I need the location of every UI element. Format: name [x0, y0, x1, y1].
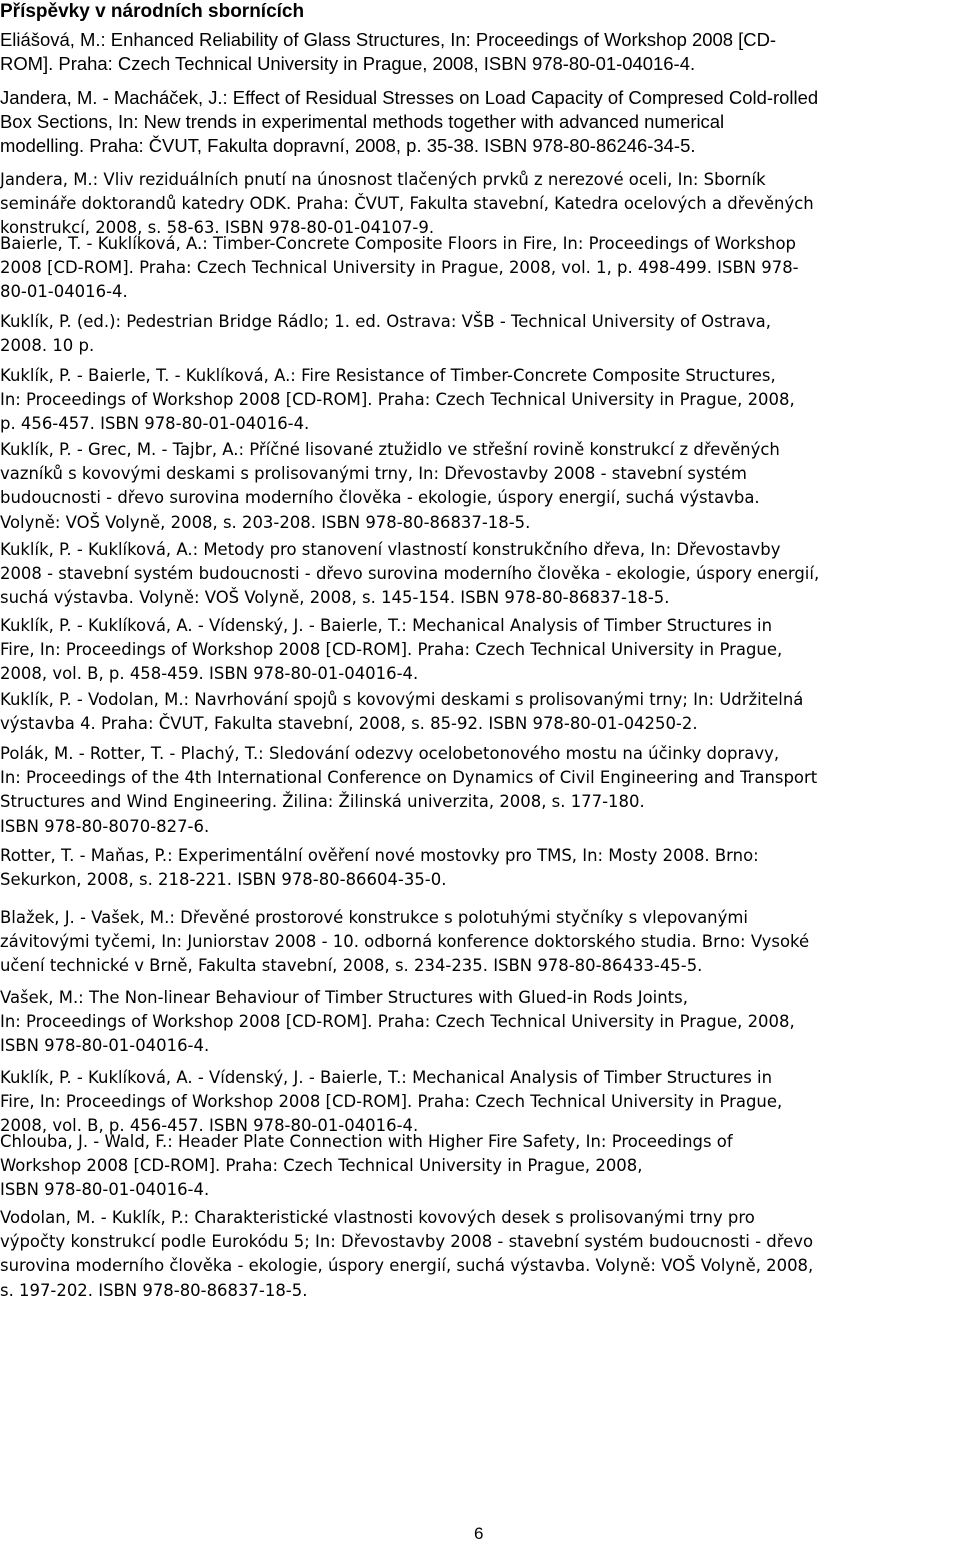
reference-entry: [0, 906, 956, 979]
reference-line: Structures and Wind Engineering. Žilina: Žilinská univerzita, 2008, s. 177-180.: [0, 792, 645, 812]
reference-line: In: Proceedings of Workshop 2008 [CD-ROM]. Praha: Czech Technical University in Prague, 2008,: [0, 1012, 795, 1032]
reference-line: surovina moderního člověka - ekologie, úspory energií, suchá výstavba. Volyně: VOŠ Volyně, 2008,: [0, 1256, 814, 1276]
section-heading: Příspěvky v národních sbornících: [0, 1, 305, 22]
reference-line: semináře doktorandů katedry ODK. Praha: ČVUT, Fakulta stavební, Katedra ocelových a dřevěných: [0, 194, 814, 214]
reference-line: Volyně: VOŠ Volyně, 2008, s. 203-208. ISBN 978-80-86837-18-5.: [0, 512, 531, 532]
reference-line: modelling. Praha: ČVUT, Fakulta dopravní, 2008, p. 35-38. ISBN 978-80-86246-34-5.: [0, 135, 696, 157]
reference-line: Rotter, T. - Maňas, P.: Experimentální ověření nové mostovky pro TMS, In: Mosty 2008. Brno:: [0, 846, 759, 865]
reference-line: 80-01-04016-4.: [0, 282, 128, 302]
reference-line: ISBN 978-80-01-04016-4.: [0, 1180, 210, 1200]
reference-entry: [0, 438, 956, 535]
reference-line: Kuklík, P. (ed.): Pedestrian Bridge Rádlo; 1. ed. Ostrava: VŠB - Technical University of Ostrava,: [0, 312, 771, 331]
reference-entry: [0, 1130, 956, 1203]
reference-line: Kuklík, P. - Kuklíková, A.: Metody pro stanovení vlastností konstrukčního dřeva, In: Dřevostavby: [0, 540, 781, 559]
reference-line: suchá výstavba. Volyně: VOŠ Volyně, 2008, s. 145-154. ISBN 978-80-86837-18-5.: [0, 588, 670, 608]
reference-entry: [0, 168, 956, 241]
reference-line: Vodolan, M. - Kuklík, P.: Charakteristické vlastnosti kovových desek s prolisovanými trny pro: [0, 1208, 755, 1227]
reference-entry: [0, 310, 956, 358]
reference-line: Kuklík, P. - Baierle, T. - Kuklíková, A.: Fire Resistance of Timber-Concrete Composite Structures,: [0, 366, 776, 385]
reference-line: Blažek, J. - Vašek, M.: Dřevěné prostorové konstrukce s polotuhými styčníky s vlepovanými: [0, 908, 748, 927]
reference-entry: [0, 538, 956, 611]
reference-entry: [0, 844, 956, 892]
reference-entry: [0, 614, 956, 687]
reference-line: výstavba 4. Praha: ČVUT, Fakulta stavební, 2008, s. 85-92. ISBN 978-80-01-04250-2.: [0, 714, 698, 734]
reference-line: Box Sections, In: New trends in experimental methods together with advanced numerical: [0, 111, 725, 133]
reference-line: Workshop 2008 [CD-ROM]. Praha: Czech Technical University in Prague, 2008,: [0, 1156, 643, 1176]
reference-line: 2008, vol. B, p. 458-459. ISBN 978-80-01-04016-4.: [0, 664, 419, 684]
reference-entry: [0, 742, 956, 839]
reference-line: Jandera, M. - Macháček, J.: Effect of Residual Stresses on Load Capacity of Compresed Cold-rolled: [0, 87, 819, 108]
reference-line: Eliášová, M.: Enhanced Reliability of Glass Structures, In: Proceedings of Workshop 2008 [CD-: [0, 29, 777, 50]
reference-line: učení technické v Brně, Fakulta stavební, 2008, s. 234-235. ISBN 978-80-86433-45-5.: [0, 956, 703, 976]
reference-line: Fire, In: Proceedings of Workshop 2008 [CD-ROM]. Praha: Czech Technical University in Prague,: [0, 1092, 783, 1112]
reference-line: výpočty konstrukcí podle Eurokódu 5; In: Dřevostavby 2008 - stavební systém budoucnosti - dřevo: [0, 1232, 814, 1252]
reference-entry: [0, 1066, 956, 1139]
reference-line: Kuklík, P. - Vodolan, M.: Navrhování spojů s kovovými deskami s prolisovanými trny; In: Udržitelná: [0, 690, 804, 709]
reference-line: p. 456-457. ISBN 978-80-01-04016-4.: [0, 414, 310, 434]
reference-line: Fire, In: Proceedings of Workshop 2008 [CD-ROM]. Praha: Czech Technical University in Prague,: [0, 640, 783, 660]
reference-line: ISBN 978-80-8070-827-6.: [0, 816, 210, 836]
reference-entry: [0, 1206, 956, 1303]
reference-line: 2008 [CD-ROM]. Praha: Czech Technical University in Prague, 2008, vol. 1, p. 498-499. ISBN 978-: [0, 258, 799, 278]
reference-line: Chlouba, J. - Wald, F.: Header Plate Connection with Higher Fire Safety, In: Proceedings of: [0, 1132, 733, 1151]
reference-line: konstrukcí, 2008, s. 58-63. ISBN 978-80-01-04107-9.: [0, 218, 435, 238]
reference-line: Polák, M. - Rotter, T. - Plachý, T.: Sledování odezvy ocelobetonového mostu na účinky dopravy,: [0, 744, 780, 763]
reference-line: In: Proceedings of Workshop 2008 [CD-ROM]. Praha: Czech Technical University in Prague, 2008,: [0, 390, 795, 410]
reference-entry: [0, 986, 956, 1059]
reference-entry: [0, 364, 956, 437]
reference-line: vazníků s kovovými deskami s prolisovanými trny, In: Dřevostavby 2008 - stavební systém: [0, 464, 747, 484]
reference-line: ISBN 978-80-01-04016-4.: [0, 1036, 210, 1056]
reference-line: Kuklík, P. - Kuklíková, A. - Vídenský, J. - Baierle, T.: Mechanical Analysis of Timber Structures in: [0, 616, 773, 635]
reference-line: Kuklík, P. - Kuklíková, A. - Vídenský, J. - Baierle, T.: Mechanical Analysis of Timber Structures in: [0, 1068, 773, 1087]
reference-line: Sekurkon, 2008, s. 218-221. ISBN 978-80-86604-35-0.: [0, 870, 447, 890]
reference-entry: [0, 28, 956, 76]
page-number: 6: [474, 1524, 484, 1543]
reference-line: Baierle, T. - Kuklíková, A.: Timber-Concrete Composite Floors in Fire, In: Proceedings of Workshop: [0, 234, 796, 253]
reference-line: 2008 - stavební systém budoucnosti - dřevo surovina moderního člověka - ekologie, úspory energií,: [0, 564, 820, 584]
reference-line: Kuklík, P. - Grec, M. - Tajbr, A.: Příčné lisované ztužidlo ve střešní rovině konstrukcí z dřevěných: [0, 440, 780, 459]
reference-entry: [0, 688, 956, 736]
reference-line: budoucnosti - dřevo surovina moderního člověka - ekologie, úspory energií, suchá výstavba.: [0, 488, 760, 508]
reference-line: závitovými tyčemi, In: Juniorstav 2008 - 10. odborná konference doktorského studia. Brno: Vysoké: [0, 932, 810, 952]
reference-entry: [0, 86, 956, 159]
reference-line: Vašek, M.: The Non-linear Behaviour of Timber Structures with Glued-in Rods Joints,: [0, 988, 688, 1007]
reference-line: 2008. 10 p.: [0, 336, 95, 356]
reference-entry: [0, 232, 956, 305]
reference-line: s. 197-202. ISBN 978-80-86837-18-5.: [0, 1280, 308, 1300]
reference-line: In: Proceedings of the 4th International Conference on Dynamics of Civil Engineering and Transport: [0, 768, 818, 788]
reference-line: Jandera, M.: Vliv reziduálních pnutí na únosnost tlačených prvků z nerezové oceli, In: Sborník: [0, 170, 766, 189]
reference-line: ROM]. Praha: Czech Technical University in Prague, 2008, ISBN 978-80-01-04016-4.: [0, 53, 696, 75]
reference-line: 2008, vol. B, p. 456-457. ISBN 978-80-01-04016-4.: [0, 1116, 419, 1136]
